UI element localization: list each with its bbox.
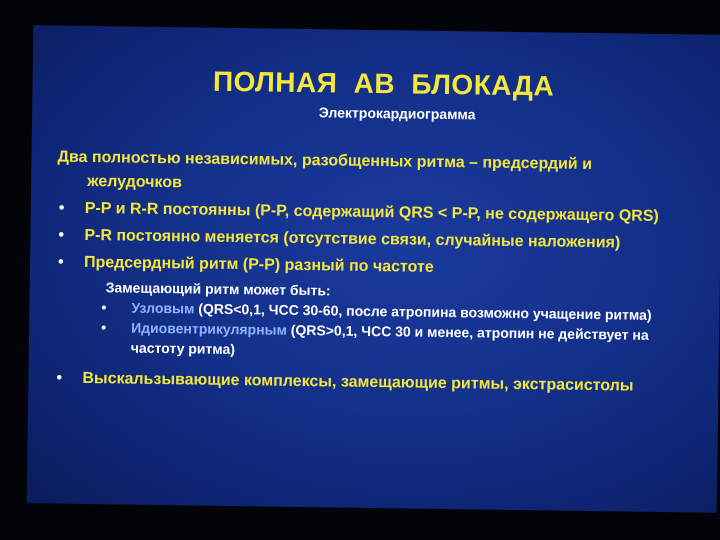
lead-line-1: Два полностью независимых, разобщенных ритма – предсердий и xyxy=(57,148,593,174)
sub-bullet-item xyxy=(55,317,705,366)
sub-bullet-text: (QRS>0,1, ЧСС 30 и менее, атропин не действует на частоту ритма) xyxy=(130,321,649,358)
sub-bullet-marker: • xyxy=(101,319,107,336)
bullet-marker: • xyxy=(58,199,65,217)
bullet-item xyxy=(54,367,704,400)
slide-content xyxy=(54,146,707,400)
sub-bullet-term: Узловым xyxy=(131,299,195,317)
slide-subtitle: Электрокардиограмма xyxy=(318,104,476,123)
bullet-marker: • xyxy=(57,253,64,271)
bullet-text: P-P и R-R постоянны (P-P, содержащий QRS < P-P, не содержащего QRS) xyxy=(84,199,659,225)
replacement-heading: Замещающий ритм может быть: xyxy=(105,279,331,299)
bullet-marker: • xyxy=(58,226,65,244)
bullet-marker: • xyxy=(56,369,63,387)
sub-bullet-marker: • xyxy=(101,299,107,316)
slide-title: ПОЛНАЯ АВ БЛОКАДА xyxy=(212,65,555,102)
lead-line-2: желудочков xyxy=(87,172,183,192)
bullet-text: Выскальзывающие комплексы, замещающие ритмы, экстрасистолы xyxy=(82,369,634,395)
sub-bullet-text: (QRS<0,1, ЧСС 30-60, после атропина возможно учащение ритма) xyxy=(194,300,652,323)
bullet-text: P-R постоянно меняется (отсутствие связи, случайные наложения) xyxy=(84,226,621,252)
lead-paragraph xyxy=(57,146,708,203)
presentation-slide xyxy=(27,25,720,513)
bullet-text: Предсердный ритм (P-P) разный по частоте xyxy=(83,253,434,276)
sub-bullet-term: Идиовентрикулярным xyxy=(131,319,288,338)
